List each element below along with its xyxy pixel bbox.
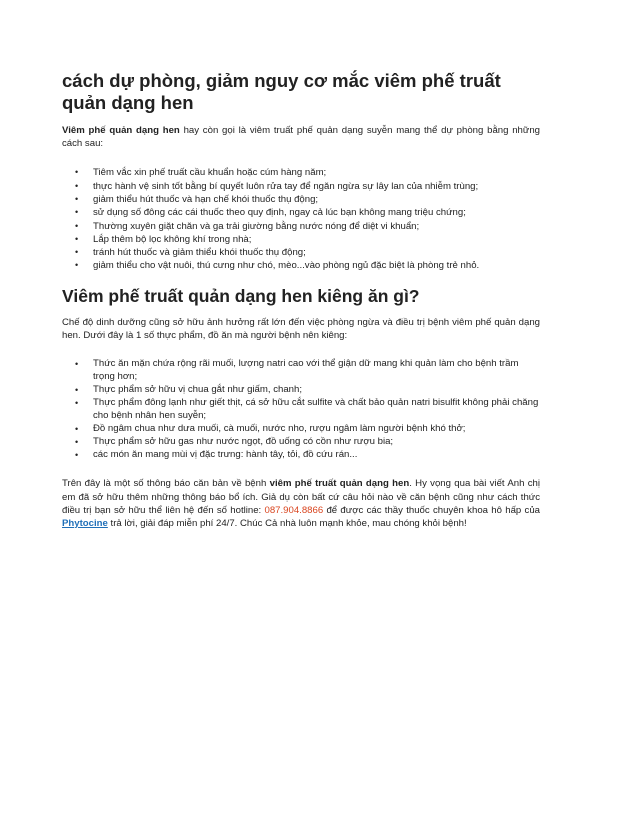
list-item: • tránh hút thuốc và giảm thiểu khói thuốc thụ động; [62, 246, 540, 259]
closing-text: trả lời, giải đáp miễn phí 24/7. Chúc Cả nhà luôn mạnh khỏe, mau chóng khỏi bệnh! [107, 518, 467, 530]
closing-text: Trên đây là một số thông báo căn bản về bệnh [62, 478, 270, 490]
list-item: • giảm thiểu hút thuốc và hạn chế khói thuốc thụ động; [62, 193, 540, 206]
intro-text: hay còn gọi là viêm truất phế quản dạng suyễn mang thể dự phòng bằng những cách sau: [62, 125, 540, 150]
closing-text: để được các thầy thuốc chuyên khoa hô hấp của [323, 504, 540, 516]
list-item: • sử dụng số đông các cái thuốc theo quy định, ngay cả lúc bạn không mang triệu chứng; [62, 206, 540, 219]
list-item: • Thường xuyên giặt chăn và ga trải giường bằng nước nóng để diệt vi khuẩn; [62, 220, 540, 233]
diet-intro-paragraph: Chế độ dinh dưỡng cũng sở hữu ảnh hưởng rất lớn đến việc phòng ngừa và điều trị bệnh viêm phế quản dạng hen. Dưới đây là 1 số thực phẩm, đồ ăn mà người bệnh nên kiêng: [62, 316, 540, 341]
list-item: • Thức ăn mặn chứa rộng rãi muối, lượng natri cao với thể giận dữ mang khi quản làm cho bệnh trầm trọng hơn; [62, 358, 540, 384]
diet-list [62, 358, 540, 461]
list-item: • Thực phẩm sở hữu vị chua gắt như giấm, chanh; [62, 384, 540, 397]
list-item: • các món ăn mang mùi vị đặc trưng: hành tây, tỏi, đồ cứu rán... [62, 449, 540, 462]
section-title-prevention: cách dự phòng, giảm nguy cơ mắc viêm phế truất quản dạng hen [62, 70, 501, 113]
document-page [62, 70, 540, 530]
list-item: • Thực phẩm đông lạnh như giết thịt, cá sở hữu cắt sulfite và chất bảo quản natri bisulfit không phải chăng cho bệnh nhân hen suyễn; [62, 397, 540, 423]
list-item: • Thực phẩm sở hữu gas như nước ngọt, đồ uống có cồn như rượu bia; [62, 436, 540, 449]
closing-paragraph [62, 477, 540, 530]
section-title-diet: Viêm phế truất quản dạng hen kiêng ăn gì? [62, 285, 420, 306]
list-item: • Tiêm vắc xin phế truất cầu khuẩn hoặc cúm hàng năm; [62, 166, 540, 179]
phytocine-link[interactable]: Phytocine [62, 518, 108, 530]
list-item: • Lắp thêm bộ lọc không khí trong nhà; [62, 233, 540, 246]
list-item: • giảm thiểu cho vật nuôi, thú cưng như chó, mèo...vào phòng ngủ đặc biệt là phòng trẻ nhỏ. [62, 259, 540, 272]
prevention-list [62, 166, 540, 272]
closing-bold-term: viêm phế truất quản dạng hen [269, 478, 410, 490]
intro-bold-term: Viêm phế quản dạng hen [62, 125, 180, 136]
list-item: • Đồ ngâm chua như dưa muối, cà muối, nước nho, rượu ngâm làm người bệnh khó thở; [62, 423, 540, 436]
intro-paragraph [62, 124, 540, 150]
closing-text: . Hy vọng qua bài viết Anh chị em đã sở hữu thêm những thông báo bổ ích. Giả dụ còn bất cứ câu hỏi nào về căn bệnh cũng như cách thức điều trị bạn sở hữu thể liên hệ đến số hotline: [62, 478, 540, 516]
hotline-number[interactable]: 087.904.8866 [264, 504, 324, 516]
list-item: • thực hành vệ sinh tốt bằng bí quyết luôn rửa tay để ngăn ngừa sự lây lan của nhiễm trùng; [62, 180, 540, 193]
